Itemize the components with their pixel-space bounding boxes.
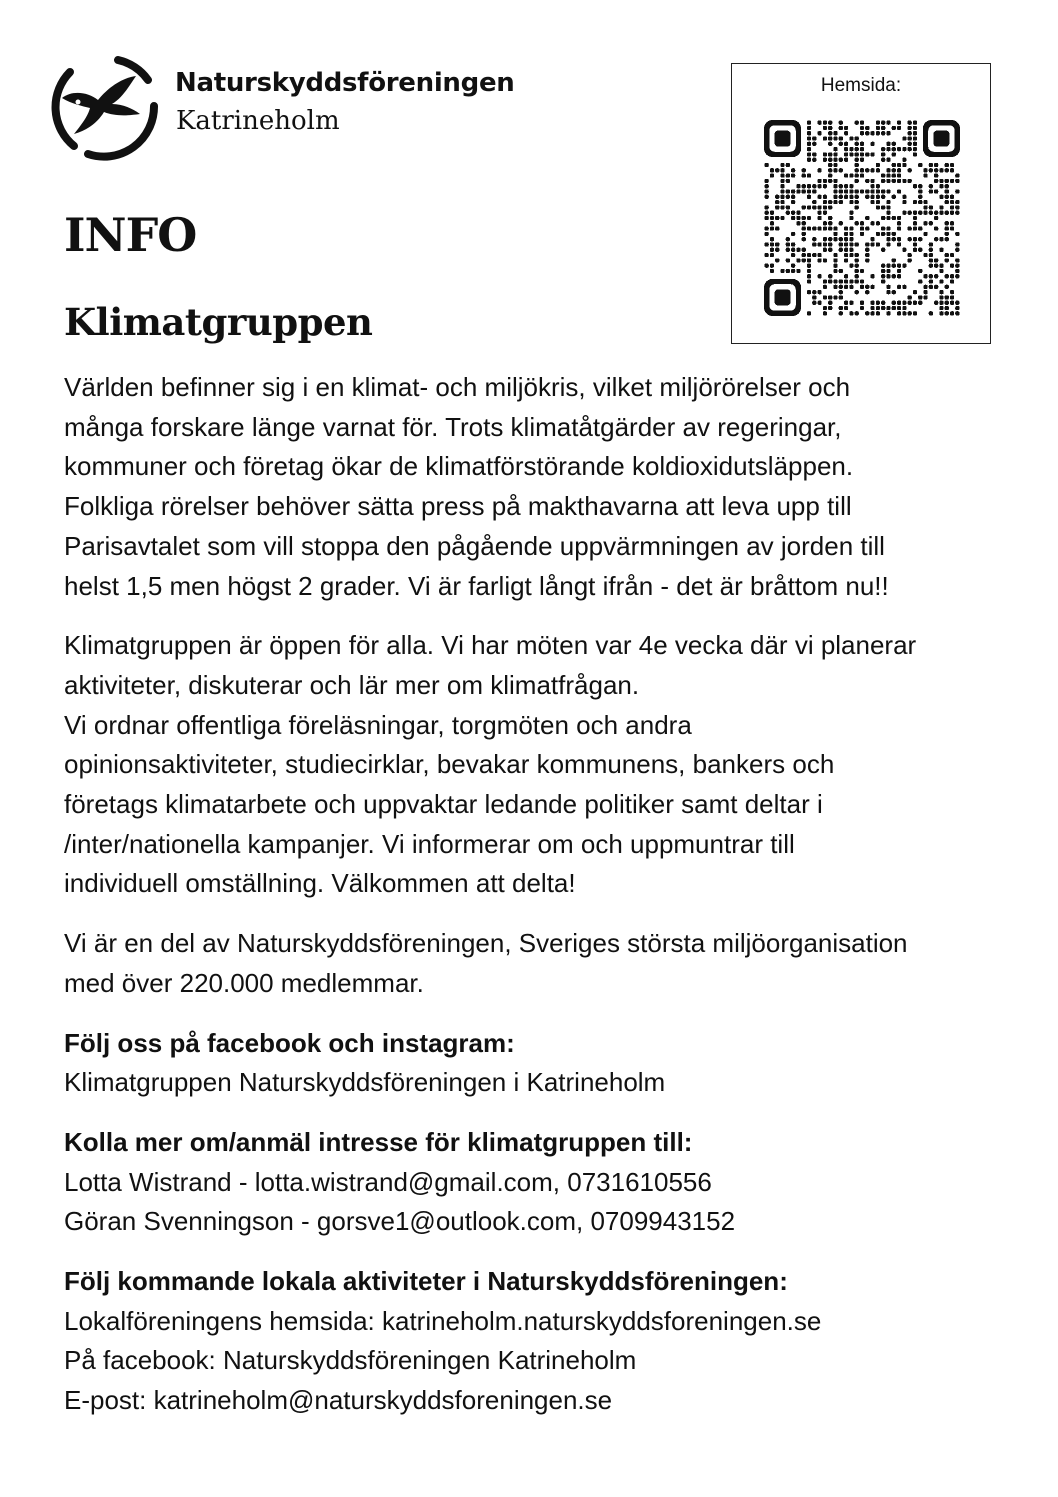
text-line: /inter/nationella kampanjer. Vi informerar om och uppmuntrar till <box>64 828 795 859</box>
org-name: Naturskyddsföreningen <box>175 68 515 98</box>
qr-code-icon[interactable] <box>764 120 960 316</box>
local-section <box>64 1262 1004 1421</box>
contact-person-1[interactable]: Lotta Wistrand - lotta.wistrand@gmail.com, 0731610556 <box>64 1166 712 1197</box>
text-line: Folkliga rörelser behöver sätta press på makthavarna att leva upp till <box>64 491 852 522</box>
paragraph-intro <box>64 368 1004 606</box>
paragraph-membership <box>64 924 1004 1003</box>
text-line: Vi är en del av Naturskyddsföreningen, Sveriges största miljöorganisation <box>64 928 908 959</box>
social-text: Klimatgruppen Naturskyddsföreningen i Katrineholm <box>64 1067 666 1098</box>
contact-person-2[interactable]: Göran Svenningson - gorsve1@outlook.com, 0709943152 <box>64 1206 736 1237</box>
body-text <box>64 368 1004 1441</box>
text-line: många forskare länge varnat för. Trots klimatåtgärder av regeringar, <box>64 411 842 442</box>
text-line: Vi ordnar offentliga föreläsningar, torgmöten och andra <box>64 709 692 740</box>
local-email-link[interactable]: E-post: katrineholm@naturskyddsforeningen.se <box>64 1385 613 1416</box>
local-heading: Följ kommande lokala aktiviteter i Naturskyddsföreningen: <box>64 1266 788 1297</box>
text-line: opinionsaktiviteter, studiecirklar, bevakar kommunens, bankers och <box>64 749 835 780</box>
social-section <box>64 1024 1004 1103</box>
contact-section <box>64 1123 1004 1242</box>
org-local-name: Katrineholm <box>176 106 340 136</box>
page-title: INFO <box>64 208 197 262</box>
text-line: Världen befinner sig i en klimat- och miljökris, vilket miljörörelser och <box>64 372 851 402</box>
text-line: individuell omställning. Välkommen att delta! <box>64 868 576 899</box>
contact-heading: Kolla mer om/anmäl intresse för klimatgruppen till: <box>64 1126 693 1157</box>
qr-label: Hemsida: <box>820 75 902 96</box>
text-line: företags klimatarbete och uppvaktar ledande politiker samt deltar i <box>64 789 823 820</box>
local-facebook[interactable]: På facebook: Naturskyddsföreningen Katrineholm <box>64 1345 637 1376</box>
text-line: kommuner och företag ökar de klimatförstörande koldioxidutsläppen. <box>64 451 854 482</box>
text-line: Parisavtalet som vill stoppa den pågående uppvärmningen av jorden till <box>64 530 885 561</box>
text-line: Klimatgruppen är öppen för alla. Vi har möten var 4e vecka där vi planerar <box>64 630 917 661</box>
naturskyddsforeningen-logo <box>48 50 160 162</box>
text-line: helst 1,5 men högst 2 grader. Vi är farligt långt ifrån - det är bråttom nu!! <box>64 570 889 601</box>
paragraph-about-group <box>64 626 1004 904</box>
group-title: Klimatgruppen <box>64 300 373 344</box>
local-website-link[interactable]: Lokalföreningens hemsida: katrineholm.naturskyddsforeningen.se <box>64 1305 822 1336</box>
text-line: med över 220.000 medlemmar. <box>64 967 424 998</box>
social-heading: Följ oss på facebook och instagram: <box>64 1027 515 1058</box>
qr-box <box>731 63 991 344</box>
text-line: aktiviteter, diskuterar och lär mer om klimatfrågan. <box>64 669 640 700</box>
